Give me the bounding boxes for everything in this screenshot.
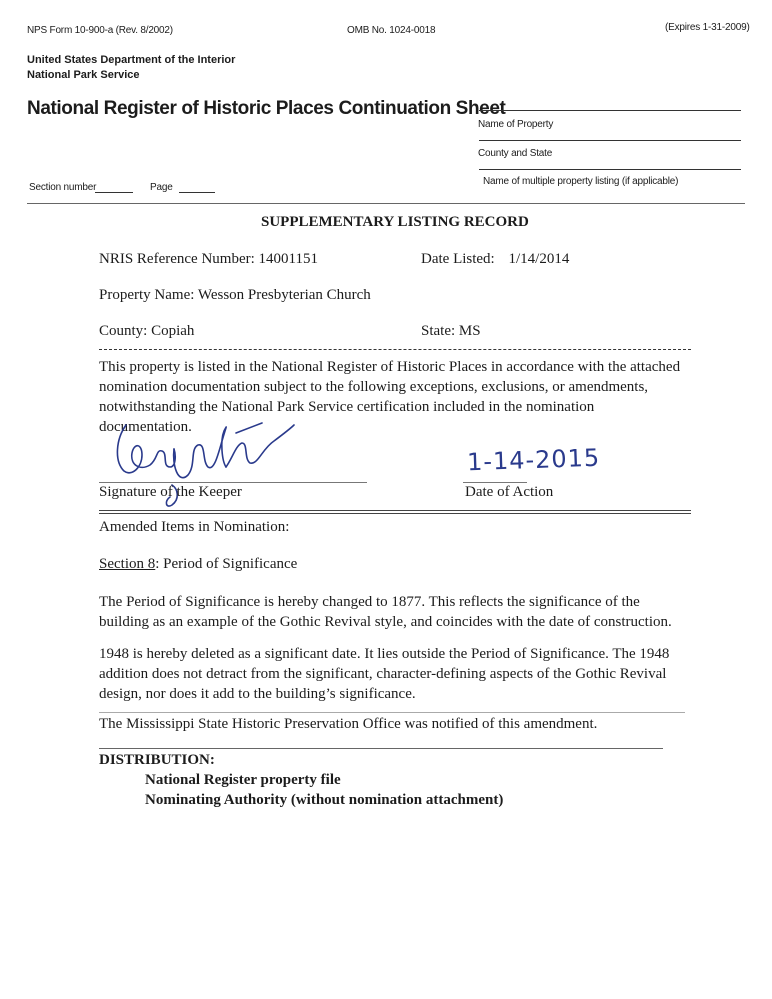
property-name-label: Property Name: bbox=[99, 287, 195, 303]
department-name: United States Department of the Interior bbox=[27, 54, 236, 66]
notification-rule bbox=[99, 712, 685, 713]
state bbox=[421, 323, 481, 340]
date-listed bbox=[421, 251, 569, 268]
property-name-line bbox=[479, 110, 741, 111]
distribution-item: Nominating Authority (without nomination attachment) bbox=[145, 792, 504, 808]
state-label: State: bbox=[421, 323, 456, 339]
distribution-heading: DISTRIBUTION: bbox=[99, 752, 215, 768]
shpo-notification: The Mississippi State Historic Preservation Office was notified of this amendment. bbox=[99, 716, 598, 732]
form-id: NPS Form 10-900-a (Rev. 8/2002) bbox=[27, 25, 173, 36]
state-value: MS bbox=[458, 323, 481, 339]
paragraph-line: design, nor does it add to the building’s significance. bbox=[99, 686, 416, 702]
name-of-property-label: Name of Property bbox=[478, 119, 554, 130]
period-paragraph bbox=[99, 592, 672, 632]
section-title: : Period of Significance bbox=[155, 556, 298, 572]
deletion-paragraph bbox=[99, 644, 669, 704]
multiple-listing-label: Name of multiple property listing (if applicable) bbox=[483, 176, 679, 187]
county-state-line bbox=[479, 140, 741, 141]
date-listed-value: 1/14/2014 bbox=[508, 251, 570, 267]
section-number-blank bbox=[95, 192, 133, 193]
distribution-rule bbox=[99, 748, 663, 749]
amended-items-heading: Amended Items in Nomination: bbox=[99, 519, 290, 535]
property-name-value: Wesson Presbyterian Church bbox=[197, 287, 371, 303]
paragraph-line: The Period of Significance is hereby changed to 1877. This reflects the significance of the bbox=[99, 594, 640, 610]
statement-line: notwithstanding the National Park Service certification included in the nomination bbox=[99, 399, 595, 415]
paragraph-line: 1948 is hereby deleted as a significant date. It lies outside the Period of Significance. The 1948 bbox=[99, 646, 670, 662]
statement-line: This property is listed in the National Register of Historic Places in accordance with the attached bbox=[99, 359, 681, 375]
page-label: Page bbox=[150, 182, 173, 193]
double-separator bbox=[99, 510, 691, 514]
handwritten-action-date: 1-14-2015 bbox=[466, 443, 601, 477]
header-divider bbox=[27, 203, 745, 204]
section-number-label: Section number bbox=[29, 182, 97, 193]
county bbox=[99, 323, 194, 340]
nris-label: NRIS Reference Number: bbox=[99, 251, 255, 267]
omb-number: OMB No. 1024-0018 bbox=[347, 25, 436, 36]
paragraph-line: addition does not detract from the significant, character-defining aspects of the Gothic Revival bbox=[99, 666, 667, 682]
nris-reference bbox=[99, 251, 318, 268]
date-listed-label: Date Listed: bbox=[421, 251, 495, 267]
statement-line: nomination documentation subject to the following exceptions, exclusions, or amendments, bbox=[99, 379, 649, 395]
distribution-item: National Register property file bbox=[145, 772, 341, 788]
page-blank bbox=[179, 192, 215, 193]
section-reference: Section 8 bbox=[99, 556, 156, 572]
signature-line bbox=[99, 482, 367, 483]
multiple-listing-line bbox=[479, 169, 741, 170]
signature-label: Signature of the Keeper bbox=[99, 484, 242, 500]
property-name bbox=[99, 287, 371, 304]
statement-line: documentation. bbox=[99, 419, 192, 435]
nris-value: 14001151 bbox=[258, 251, 318, 267]
agency-name: National Park Service bbox=[27, 69, 140, 81]
dashed-separator bbox=[99, 349, 691, 350]
section-8-heading bbox=[99, 556, 297, 573]
record-heading: SUPPLEMENTARY LISTING RECORD bbox=[261, 214, 529, 230]
date-of-action-label: Date of Action bbox=[465, 484, 554, 500]
expiration: (Expires 1-31-2009) bbox=[665, 22, 750, 33]
county-value: Copiah bbox=[151, 323, 195, 339]
page-title: National Register of Historic Places Continuation Sheet bbox=[27, 98, 506, 119]
county-label: County: bbox=[99, 323, 148, 339]
date-of-action-line bbox=[463, 482, 527, 483]
paragraph-line: building as an example of the Gothic Revival style, and coincides with the date of construction. bbox=[99, 614, 672, 630]
county-state-label: County and State bbox=[478, 148, 553, 159]
